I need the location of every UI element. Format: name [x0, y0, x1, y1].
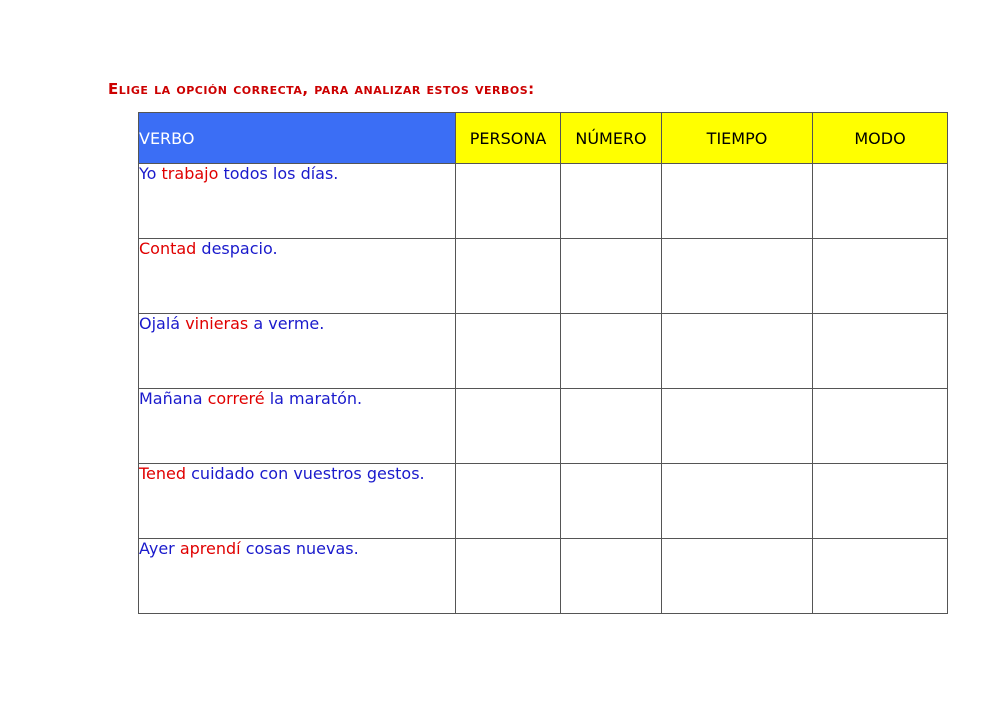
modo-answer-cell[interactable]: [813, 464, 948, 539]
sentence-cell: [139, 239, 456, 314]
sentence-after: despacio.: [196, 239, 278, 258]
sentence-cell: [139, 539, 456, 614]
header-persona: PERSONA: [456, 113, 561, 164]
table-row: [139, 464, 948, 539]
sentence-after: a verme.: [248, 314, 325, 333]
modo-answer-cell[interactable]: [813, 539, 948, 614]
highlighted-verb: trabajo: [161, 164, 219, 183]
highlighted-verb: aprendí: [179, 539, 241, 558]
highlighted-verb: Contad: [139, 239, 197, 258]
tiempo-answer-cell[interactable]: [662, 314, 813, 389]
numero-answer-cell[interactable]: [561, 239, 662, 314]
highlighted-verb: Tened: [139, 464, 187, 483]
sentence-before: Yo: [139, 164, 162, 183]
persona-answer-cell[interactable]: [456, 389, 561, 464]
tiempo-answer-cell[interactable]: [662, 389, 813, 464]
persona-answer-cell[interactable]: [456, 464, 561, 539]
sentence-before: Mañana: [139, 389, 208, 408]
modo-answer-cell[interactable]: [813, 164, 948, 239]
tiempo-answer-cell[interactable]: [662, 164, 813, 239]
table-row: [139, 314, 948, 389]
persona-answer-cell[interactable]: [456, 164, 561, 239]
persona-answer-cell[interactable]: [456, 539, 561, 614]
sentence-cell: [139, 464, 456, 539]
numero-answer-cell[interactable]: [561, 464, 662, 539]
highlighted-verb: vinieras: [185, 314, 249, 333]
header-modo: MODO: [813, 113, 948, 164]
highlighted-verb: correré: [207, 389, 265, 408]
worksheet-title: Elige la opción correcta, para analizar estos verbos:: [108, 80, 535, 98]
sentence-before: Ojalá: [139, 314, 186, 333]
modo-answer-cell[interactable]: [813, 389, 948, 464]
header-row: [139, 113, 948, 164]
header-tiempo: TIEMPO: [662, 113, 813, 164]
persona-answer-cell[interactable]: [456, 239, 561, 314]
numero-answer-cell[interactable]: [561, 164, 662, 239]
sentence-after: cosas nuevas.: [240, 539, 359, 558]
numero-answer-cell[interactable]: [561, 389, 662, 464]
modo-answer-cell[interactable]: [813, 239, 948, 314]
sentence-after: todos los días.: [218, 164, 339, 183]
sentence-after: cuidado con vuestros gestos.: [186, 464, 425, 483]
sentence-before: Ayer: [139, 539, 180, 558]
tiempo-answer-cell[interactable]: [662, 464, 813, 539]
sentence-after: la maratón.: [264, 389, 363, 408]
verb-analysis-table: [138, 112, 948, 614]
table-row: [139, 239, 948, 314]
numero-answer-cell[interactable]: [561, 539, 662, 614]
sentence-cell: [139, 164, 456, 239]
numero-answer-cell[interactable]: [561, 314, 662, 389]
tiempo-answer-cell[interactable]: [662, 539, 813, 614]
table-row: [139, 164, 948, 239]
table-row: [139, 389, 948, 464]
table-row: [139, 539, 948, 614]
modo-answer-cell[interactable]: [813, 314, 948, 389]
header-numero: NÚMERO: [561, 113, 662, 164]
header-verbo: VERBO: [139, 113, 456, 164]
sentence-cell: [139, 389, 456, 464]
tiempo-answer-cell[interactable]: [662, 239, 813, 314]
persona-answer-cell[interactable]: [456, 314, 561, 389]
sentence-cell: [139, 314, 456, 389]
